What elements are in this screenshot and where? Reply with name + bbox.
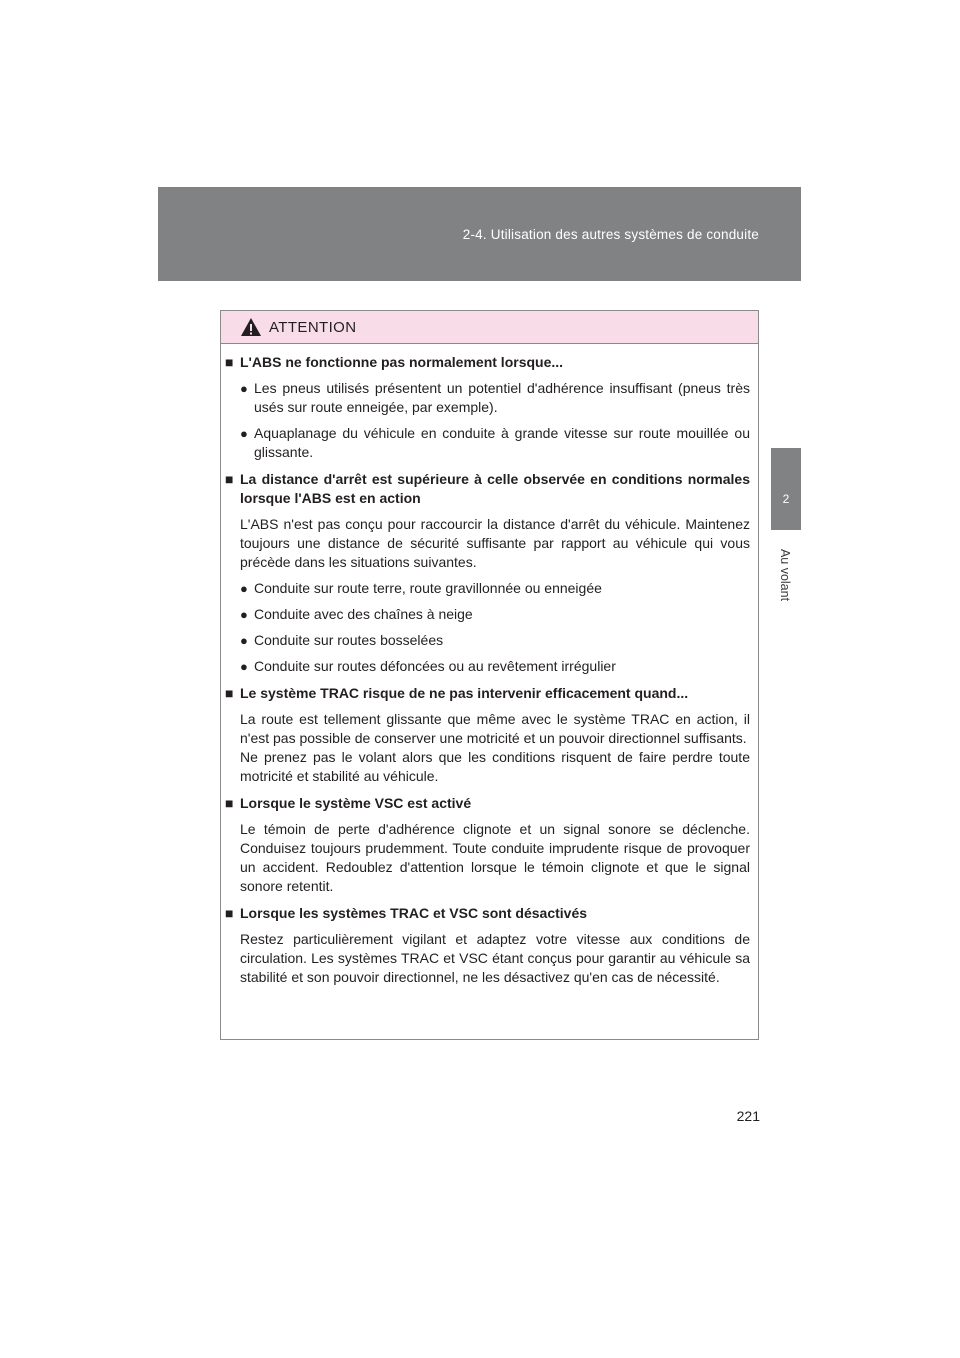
page-number: 221 [736, 1108, 760, 1124]
circle-bullet-icon: ● [240, 381, 248, 396]
section-title: 2-4. Utilisation des autres systèmes de conduite [462, 227, 759, 242]
warning-triangle-icon [240, 317, 262, 337]
square-bullet-icon: ■ [225, 471, 234, 487]
section-heading: ■ Le système TRAC risque de ne pas intervenir efficacement quand... [225, 685, 689, 701]
chapter-label: Au volant [778, 548, 792, 602]
section-paragraph [225, 710, 750, 786]
list-item: ● Conduite sur routes défoncées ou au revêtement irrégulier [240, 658, 616, 674]
list-item: ● Les pneus utilisés présentent un potentiel d'adhérence insuffisant (pneus très usés sur route enneigée, par exemple). [240, 380, 750, 415]
chapter-number: 2 [782, 492, 790, 506]
section-paragraph: Le témoin de perte d'adhérence clignote et un signal sonore se déclenche. Conduisez toujours prudemment. Toute conduite imprudente risque de provoquer un accident. Redoublez d'attention lorsque le témoin clignote et que le signal sonore retentit. [240, 821, 750, 894]
circle-bullet-icon: ● [240, 633, 248, 648]
list-item: ● Conduite sur route terre, route gravillonnée ou enneigée [240, 580, 602, 596]
section-heading: ■ L'ABS ne fonctionne pas normalement lorsque... [225, 354, 564, 370]
attention-box [220, 310, 759, 1040]
section-heading: ■ Lorsque les systèmes TRAC et VSC sont désactivés [225, 905, 588, 921]
square-bullet-icon: ■ [225, 354, 234, 370]
list-item: ● Aquaplanage du véhicule en conduite à grande vitesse sur route mouillée ou glissante. [240, 425, 750, 460]
section-heading: ■ Lorsque le système VSC est activé [225, 795, 472, 811]
square-bullet-icon: ■ [225, 905, 234, 921]
attention-header [221, 311, 758, 344]
circle-bullet-icon: ● [240, 426, 248, 441]
section-heading: ■ La distance d'arrêt est supérieure à celle observée en conditions normales lorsque l'ABS est en action [225, 471, 750, 506]
section-paragraph: L'ABS n'est pas conçu pour raccourcir la distance d'arrêt du véhicule. Maintenez toujours une distance de sécurité suffisante par rapport au véhicule qui vous précède dans les situations suivantes. [240, 516, 750, 570]
list-item: ● Conduite avec des chaînes à neige [240, 606, 473, 622]
circle-bullet-icon: ● [240, 607, 248, 622]
attention-body [221, 344, 758, 987]
paragraph-line: Ne prenez pas le volant alors que les conditions risquent de faire perdre toute motricité et stabilité au véhicule. [240, 749, 750, 784]
square-bullet-icon: ■ [225, 685, 234, 701]
square-bullet-icon: ■ [225, 795, 234, 811]
header-band [158, 187, 801, 281]
section-paragraph: Restez particulièrement vigilant et adaptez votre vitesse aux conditions de circulation. Les systèmes TRAC et VSC étant conçus pour garantir au véhicule sa stabilité et son pouvoir directionnel, ne les désactivez qu'en cas de nécessité. [240, 931, 750, 985]
circle-bullet-icon: ● [240, 659, 248, 674]
chapter-tab [771, 448, 801, 530]
attention-title: ATTENTION [269, 318, 357, 336]
circle-bullet-icon: ● [240, 581, 248, 596]
paragraph-line: La route est tellement glissante que même avec le système TRAC en action, il n'est pas possible de conserver une motricité et un pouvoir directionnel suffisants. [240, 711, 750, 746]
chapter-label-container [775, 540, 795, 610]
list-item: ● Conduite sur routes bosselées [240, 632, 444, 648]
